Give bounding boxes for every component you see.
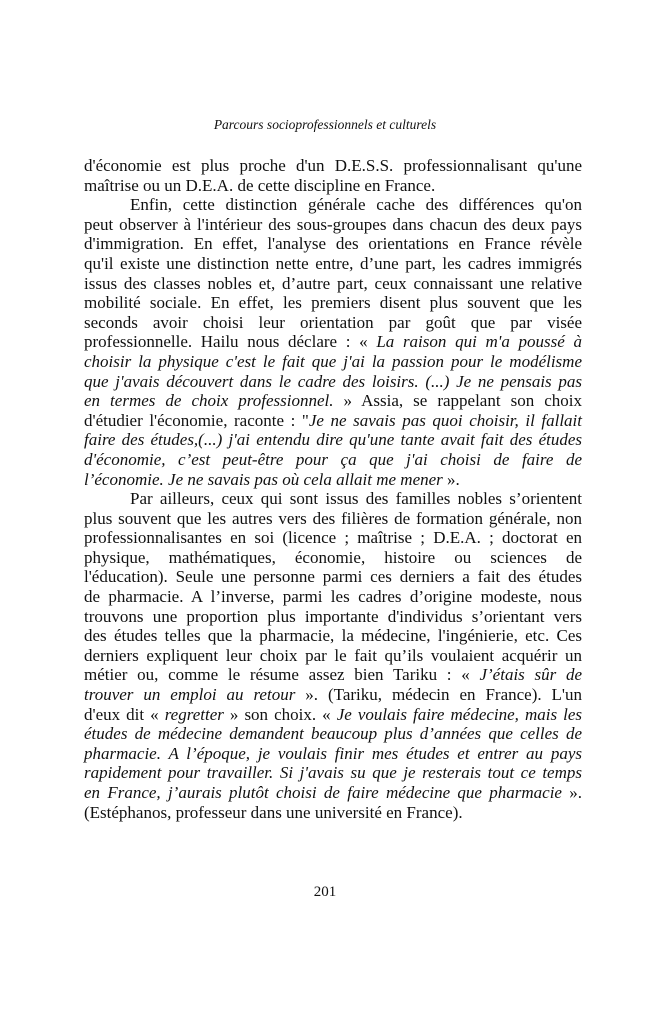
text-line — [84, 646, 582, 666]
text-segment: métier ou, comme le résume assez bien Tariku : « — [84, 665, 480, 685]
text-segment: qu'il existe une distinction nette entre, d’une part, les cadres immigrés — [84, 253, 582, 273]
text-line — [84, 685, 582, 705]
text-segment: peut observer à l'intérieur des sous-groupes dans chacun des deux pays — [84, 214, 582, 234]
text-line — [84, 567, 582, 587]
italic-quote-segment: Je ne savais pas quoi choisir, il fallait — [308, 410, 582, 430]
text-segment: d'eux dit « — [84, 704, 165, 724]
text-line — [84, 450, 582, 470]
text-segment: des études telles que la pharmacie, la médecine, l'ingénierie, etc. Ces — [84, 626, 582, 646]
body-text — [84, 156, 582, 822]
text-line — [84, 607, 582, 627]
text-line — [84, 548, 582, 568]
text-segment: d'étudier l'économie, raconte : " — [84, 410, 309, 430]
text-segment: d'immigration. En effet, l'analyse des orientations en France révèle — [84, 234, 582, 254]
italic-quote-segment: faire des études,(...) j'ai entendu dire qu'une tante avait fait des études — [84, 430, 582, 450]
text-segment: professionnalisantes en soi (licence ; maîtrise ; D.E.A. ; doctorat en — [84, 528, 582, 548]
text-segment: de pharmacie. A l’inverse, parmi les cadres d’origine modeste, nous — [84, 587, 582, 607]
italic-quote-segment: que j'avais découvert dans le cadre des loisirs. (...) Je ne pensais pas — [84, 371, 582, 391]
text-line — [84, 470, 582, 490]
text-segment: Enfin, cette distinction générale cache des différences qu'on — [130, 195, 582, 215]
text-segment: » Assia, se rappelant son choix — [333, 391, 582, 411]
text-line — [84, 215, 582, 235]
text-segment: seconds avoir choisi leur orientation par goût que par visée — [84, 312, 582, 332]
text-segment: professionnelle. Hailu nous déclare : « — [84, 332, 377, 352]
italic-quote-segment: rapidement pour travailler. Si j'avais su que je resterais tout ce temps — [84, 763, 582, 783]
text-segment: l'éducation). Seule une personne parmi ces derniers a fait des études — [84, 567, 582, 587]
text-line — [84, 724, 582, 744]
text-line — [84, 352, 582, 372]
text-segment: ». — [561, 783, 582, 802]
italic-quote-segment: trouver un emploi au retour — [84, 685, 296, 705]
italic-quote-segment: choisir la physique c'est le fait que j'ai la passion pour le modélisme — [84, 351, 582, 371]
text-line — [84, 744, 582, 764]
text-line — [84, 313, 582, 333]
text-line — [84, 391, 582, 411]
italic-quote-segment: l’économie. Je ne savais pas où cela allait me mener — [84, 469, 443, 489]
text-line — [84, 489, 582, 509]
text-segment: mobilité sociale. En effet, les premiers disent plus souvent que les — [84, 293, 582, 313]
text-line — [84, 803, 582, 823]
italic-quote-segment: J’étais sûr de — [479, 665, 583, 685]
italic-quote-segment: en France, j’aurais plutôt choisi de faire médecine que pharmacie — [84, 783, 562, 802]
text-line — [84, 254, 582, 274]
text-line — [84, 234, 582, 254]
italic-quote-segment: en termes de choix professionnel. — [84, 391, 334, 411]
running-head: Parcours socioprofessionnels et culturels — [213, 117, 437, 132]
text-segment: physique, mathématiques, économie, histoire ou sciences de — [84, 547, 582, 567]
text-line — [84, 665, 582, 685]
text-line — [84, 430, 582, 450]
text-segment: issus des classes nobles et, d’autre part, ceux connaissant une relative — [84, 273, 582, 293]
text-line — [84, 509, 582, 529]
text-segment: maîtrise ou un D.E.A. de cette discipline en France. — [84, 175, 436, 195]
text-line — [84, 176, 582, 196]
text-segment: (Estéphanos, professeur dans une université en France). — [84, 802, 463, 822]
text-segment: ». (Tariku, médecin en France). L'un — [295, 685, 582, 705]
text-line — [84, 763, 582, 783]
text-line — [84, 274, 582, 294]
italic-quote-segment: regretter — [164, 704, 224, 724]
text-line — [84, 783, 582, 803]
text-segment: » son choix. « — [223, 704, 337, 724]
italic-quote-segment: d'économie, c’est peut-être pour ça que j'ai choisi de faire de — [84, 449, 582, 469]
text-line — [84, 626, 582, 646]
italic-quote-segment: Je voulais faire médecine, mais les — [336, 704, 583, 724]
text-segment: Par ailleurs, ceux qui sont issus des familles nobles s’orientent — [130, 489, 582, 509]
text-segment: ». — [442, 469, 460, 489]
text-line — [84, 587, 582, 607]
italic-quote-segment: La raison qui m'a poussé à — [376, 332, 582, 352]
text-line — [84, 293, 582, 313]
text-segment: plus souvent que les autres vers des filières de formation générale, non — [84, 508, 582, 528]
text-segment: derniers expliquent leur choix par le fait qu’ils voulaient acquérir un — [84, 645, 582, 665]
text-segment: trouvons une proportion plus importante d'individus s’orientant vers — [84, 606, 582, 626]
text-line — [84, 156, 582, 176]
text-line — [84, 195, 582, 215]
text-line — [84, 332, 582, 352]
text-line — [84, 411, 582, 431]
text-line — [84, 372, 582, 392]
page-number: 201 — [313, 884, 337, 900]
italic-quote-segment: pharmacie. A l’époque, je voulais finir mes études et entrer au pays — [84, 743, 582, 763]
text-line — [84, 528, 582, 548]
italic-quote-segment: études de médecine demandent beaucoup plus d’années que celles de — [84, 724, 582, 744]
text-segment: d'économie est plus proche d'un D.E.S.S. professionnalisant qu'une — [84, 156, 582, 175]
text-line — [84, 705, 582, 725]
